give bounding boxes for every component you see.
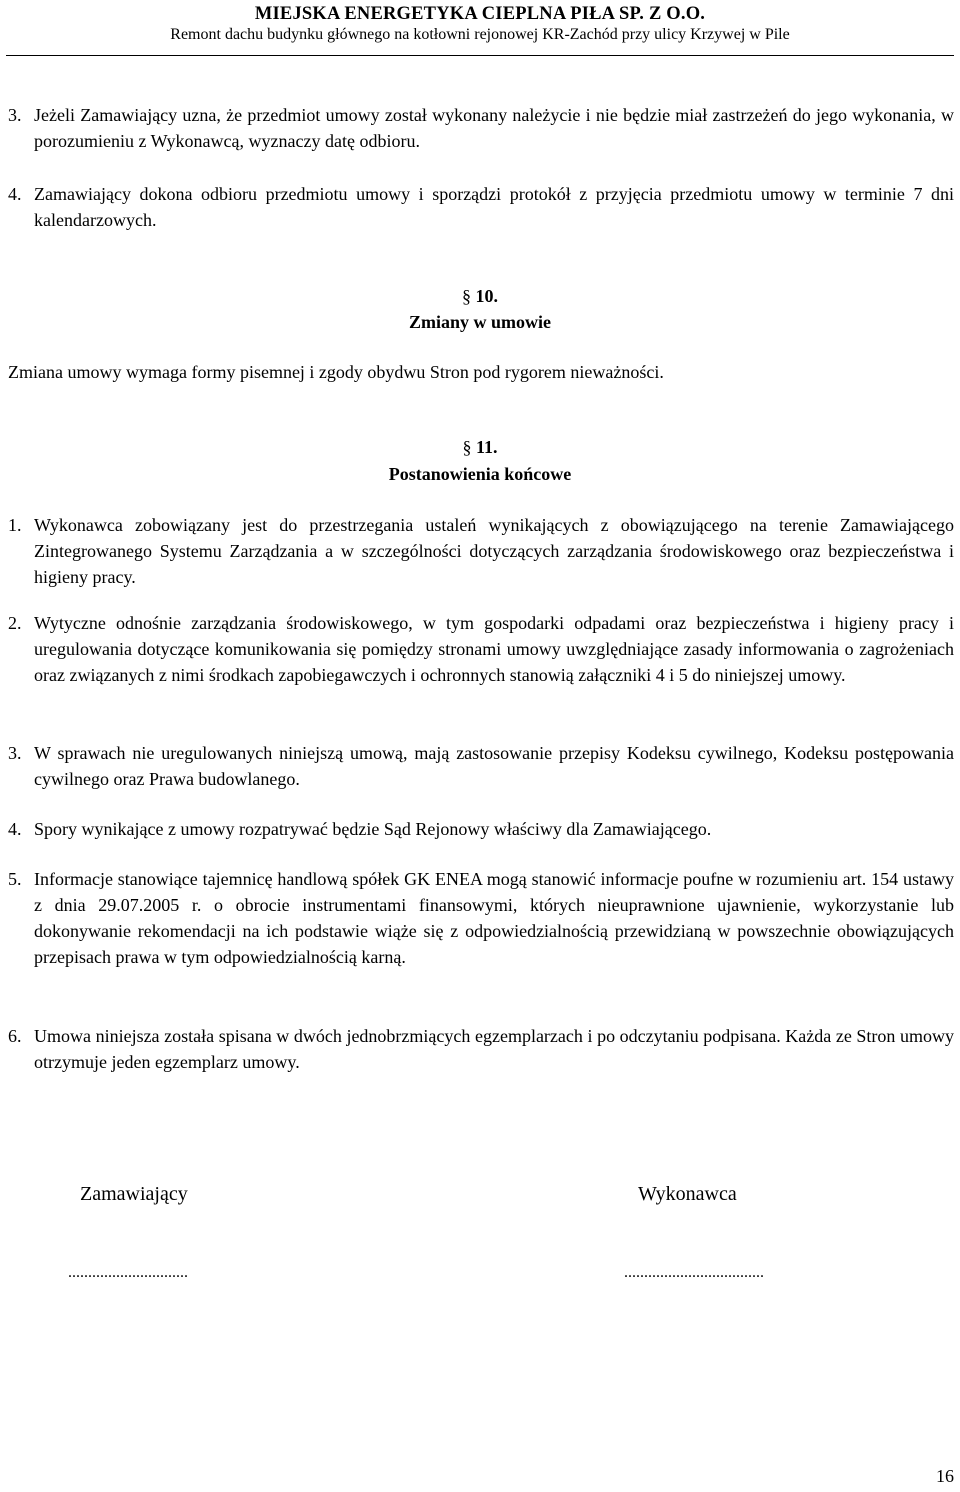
- item-text: Wykonawca zobowiązany jest do przestrzegania ustaleń wynikających z obowiązującego na terenie Zamawiającego Zintegrowanego Systemu Zarządzania a w szczególności dotyczących zarządzania środowiskowego oraz bezpieczeństwa i higieny pracy.: [34, 515, 954, 587]
- document-header: [0, 4, 960, 46]
- item-text: Spory wynikające z umowy rozpatrywać będzie Sąd Rejonowy właściwy dla Zamawiającego.: [34, 819, 712, 839]
- signature-label-contractor: Wykonawca: [638, 1183, 737, 1205]
- section-number: 10.: [475, 286, 498, 306]
- list-item: [8, 1023, 954, 1075]
- list-item: [8, 866, 954, 970]
- signature-line-contractor: ...................................: [624, 1264, 764, 1281]
- item-number: 1.: [8, 515, 22, 535]
- item-number: 4.: [8, 184, 22, 204]
- item-text: Jeżeli Zamawiający uzna, że przedmiot umowy został wykonany należycie i nie będzie miał zastrzeżeń do jego wykonania, w porozumieniu z Wykonawcą, wyznaczy datę odbioru.: [34, 105, 954, 151]
- section-10-number: [0, 283, 960, 309]
- item-text: W sprawach nie uregulowanych niniejszą umową, mają zastosowanie przepisy Kodeksu cywilnego, Kodeksu postępowania cywilnego oraz Prawa budowlanego.: [34, 743, 954, 789]
- item-number: 3.: [8, 743, 22, 763]
- list-item: [8, 816, 954, 842]
- item-text: Zamawiający dokona odbioru przedmiotu umowy i sporządzi protokół z przyjęcia przedmiotu umowy w terminie 7 dni kalendarzowych.: [34, 184, 954, 230]
- paragraph-symbol: §: [462, 437, 472, 457]
- list-item: [8, 610, 954, 688]
- signature-label-client: Zamawiający: [80, 1183, 188, 1205]
- section-11-number: [0, 434, 960, 460]
- paragraph-symbol: §: [462, 286, 471, 306]
- item-number: 6.: [8, 1026, 22, 1046]
- item-number: 2.: [8, 613, 22, 633]
- item-text: Wytyczne odnośnie zarządzania środowiskowego, w tym gospodarki odpadami oraz bezpieczeństwa i higieny pracy i uregulowania dotyczące komunikowania się pomiędzy stronami umowy uwzględniające zasady informowania o zagrożeniach oraz związanych z nimi środkach zapobiegawczych i ochronnych stanowią załączniki 4 i 5 do niniejszej umowy.: [34, 613, 954, 685]
- list-item: [8, 740, 954, 792]
- section-10-text: Zmiana umowy wymaga formy pisemnej i zgody obydwu Stron pod rygorem nieważności.: [8, 362, 664, 382]
- item-number: 5.: [8, 869, 22, 889]
- list-item: [8, 512, 954, 590]
- item-number: 4.: [8, 819, 22, 839]
- company-name: MIEJSKA ENERGETYKA CIEPLNA PIŁA SP. Z O.O.: [254, 4, 706, 24]
- list-item: [8, 102, 954, 154]
- item-number: 3.: [8, 105, 22, 125]
- section-10-title: Zmiany w umowie: [408, 312, 551, 332]
- item-text: Informacje stanowiące tajemnicę handlową spółek GK ENEA mogą stanowić informacje poufne w rozumieniu art. 154 ustawy z dnia 29.07.2005 r. o obrocie instrumentami finansowymi, których nieuprawnione ujawnienie, wykorzystanie lub dokonywanie rekomendacji na ich podstawie wiąże się z odpowiedzialnością przewidzianą w powszechnie obowiązujących przepisach prawa w tym odpowiedzialnością karną.: [34, 869, 954, 967]
- section-11-title: Postanowienia końcowe: [388, 464, 572, 484]
- section-number: 11.: [475, 437, 498, 457]
- project-title: Remont dachu budynku głównego na kotłowni rejonowej KR-Zachód przy ulicy Krzywej w Pile: [170, 26, 790, 43]
- list-item: [8, 181, 954, 233]
- page-number: 16: [936, 1466, 954, 1486]
- signature-line-client: ..............................: [68, 1264, 188, 1281]
- header-divider: [6, 55, 954, 56]
- item-text: Umowa niniejsza została spisana w dwóch jednobrzmiących egzemplarzach i po odczytaniu podpisana. Każda ze Stron umowy otrzymuje jeden egzemplarz umowy.: [34, 1026, 954, 1072]
